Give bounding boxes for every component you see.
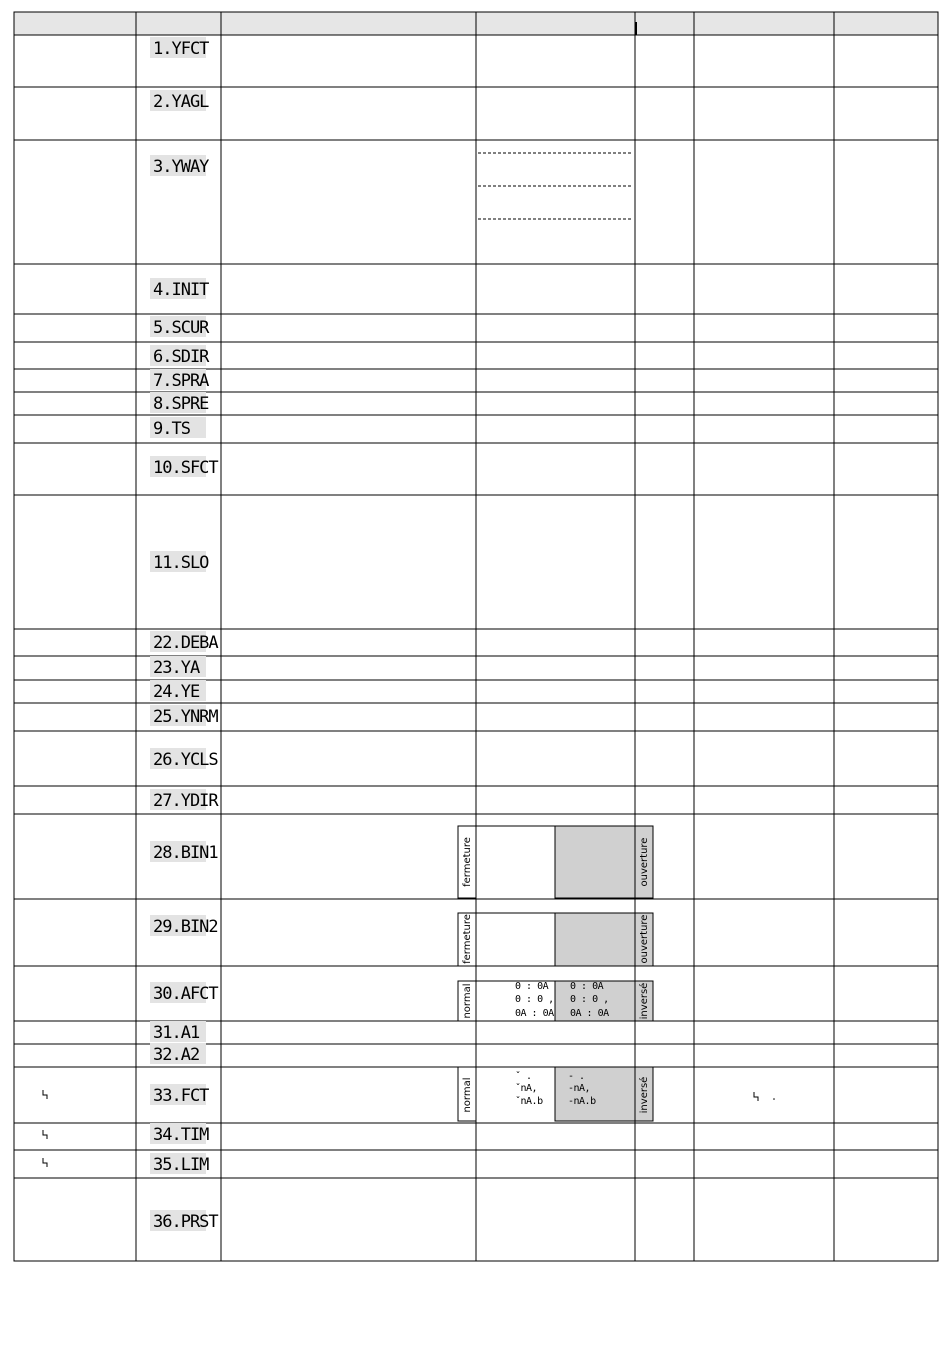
parameter-code: 24.YE <box>153 682 200 702</box>
fct-normal-line: ˇ . <box>515 1071 532 1082</box>
fct-shaded-cell <box>555 1067 635 1121</box>
afct-inverse-line: 0 : 0 , <box>570 994 609 1005</box>
parameter-code: 10.SFCT <box>153 458 218 478</box>
fct-inverse-line: -nA, <box>568 1083 591 1094</box>
afct-left-label: normal <box>462 983 473 1019</box>
bin1-right-label: ouverture <box>639 837 650 887</box>
parameter-code: 9.TS <box>153 419 190 439</box>
bin1-left-label: fermeture <box>462 837 473 887</box>
parameter-codes <box>150 37 219 1232</box>
parameter-code: 25.YNRM <box>153 707 218 727</box>
parameter-code: 27.YDIR <box>153 791 218 811</box>
parameter-code: 31.A1 <box>153 1023 200 1043</box>
parameter-code: 23.YA <box>153 658 200 678</box>
row33-mark-icon <box>43 1090 47 1099</box>
parameter-code: 28.BIN1 <box>153 843 218 863</box>
fct-normal-line: ˇnA, <box>515 1083 538 1094</box>
afct-normal-line: 0A : 0A <box>515 1008 554 1019</box>
parameter-code: 3.YWAY <box>153 157 209 177</box>
fct-inverse-line: - . <box>568 1071 585 1082</box>
row33-col6-dot-icon <box>773 1098 775 1100</box>
parameter-code: 11.SLO <box>153 553 209 573</box>
bin2-left-label: fermeture <box>462 914 473 964</box>
parameter-code: 1.YFCT <box>153 39 209 59</box>
bin1-shaded-cell <box>555 826 635 898</box>
fct-left-label: normal <box>462 1077 473 1113</box>
afct-inverse-line: 0 : 0A <box>570 981 604 992</box>
parameter-code: 30.AFCT <box>153 984 218 1004</box>
row34-mark-icon <box>43 1130 47 1139</box>
bin2-shaded-cell <box>555 913 635 966</box>
parameter-code: 29.BIN2 <box>153 917 218 937</box>
parameter-code: 22.DEBA <box>153 633 218 653</box>
parameter-code: 6.SDIR <box>153 347 209 367</box>
parameter-code: 2.YAGL <box>153 92 209 112</box>
parameter-code: 4.INIT <box>153 280 209 300</box>
parameter-code: 32.A2 <box>153 1045 200 1065</box>
parameter-code: 8.SPRE <box>153 394 209 414</box>
afct-normal-line: 0 : 0A <box>515 981 549 992</box>
afct-inverse-line: 0A : 0A <box>570 1008 609 1019</box>
parameter-code: 34.TIM <box>153 1125 209 1145</box>
parameter-code: 36.PRST <box>153 1212 218 1232</box>
bin2-right-label: ouverture <box>639 914 650 964</box>
row33-col6-mark-icon <box>754 1092 758 1101</box>
fct-normal-line: ˇnA.b <box>515 1096 543 1107</box>
parameter-code: 35.LIM <box>153 1155 209 1175</box>
parameter-code: 7.SPRA <box>153 371 209 391</box>
afct-right-label: inversé <box>639 982 650 1020</box>
row35-mark-icon <box>43 1158 47 1167</box>
parameter-code: 5.SCUR <box>153 318 209 338</box>
parameter-code: 26.YCLS <box>153 750 218 770</box>
parameter-code: 33.FCT <box>153 1086 209 1106</box>
fct-right-label: inversé <box>639 1076 650 1114</box>
afct-normal-line: 0 : 0 , <box>515 994 554 1005</box>
fct-inverse-line: -nA.b <box>568 1096 596 1107</box>
